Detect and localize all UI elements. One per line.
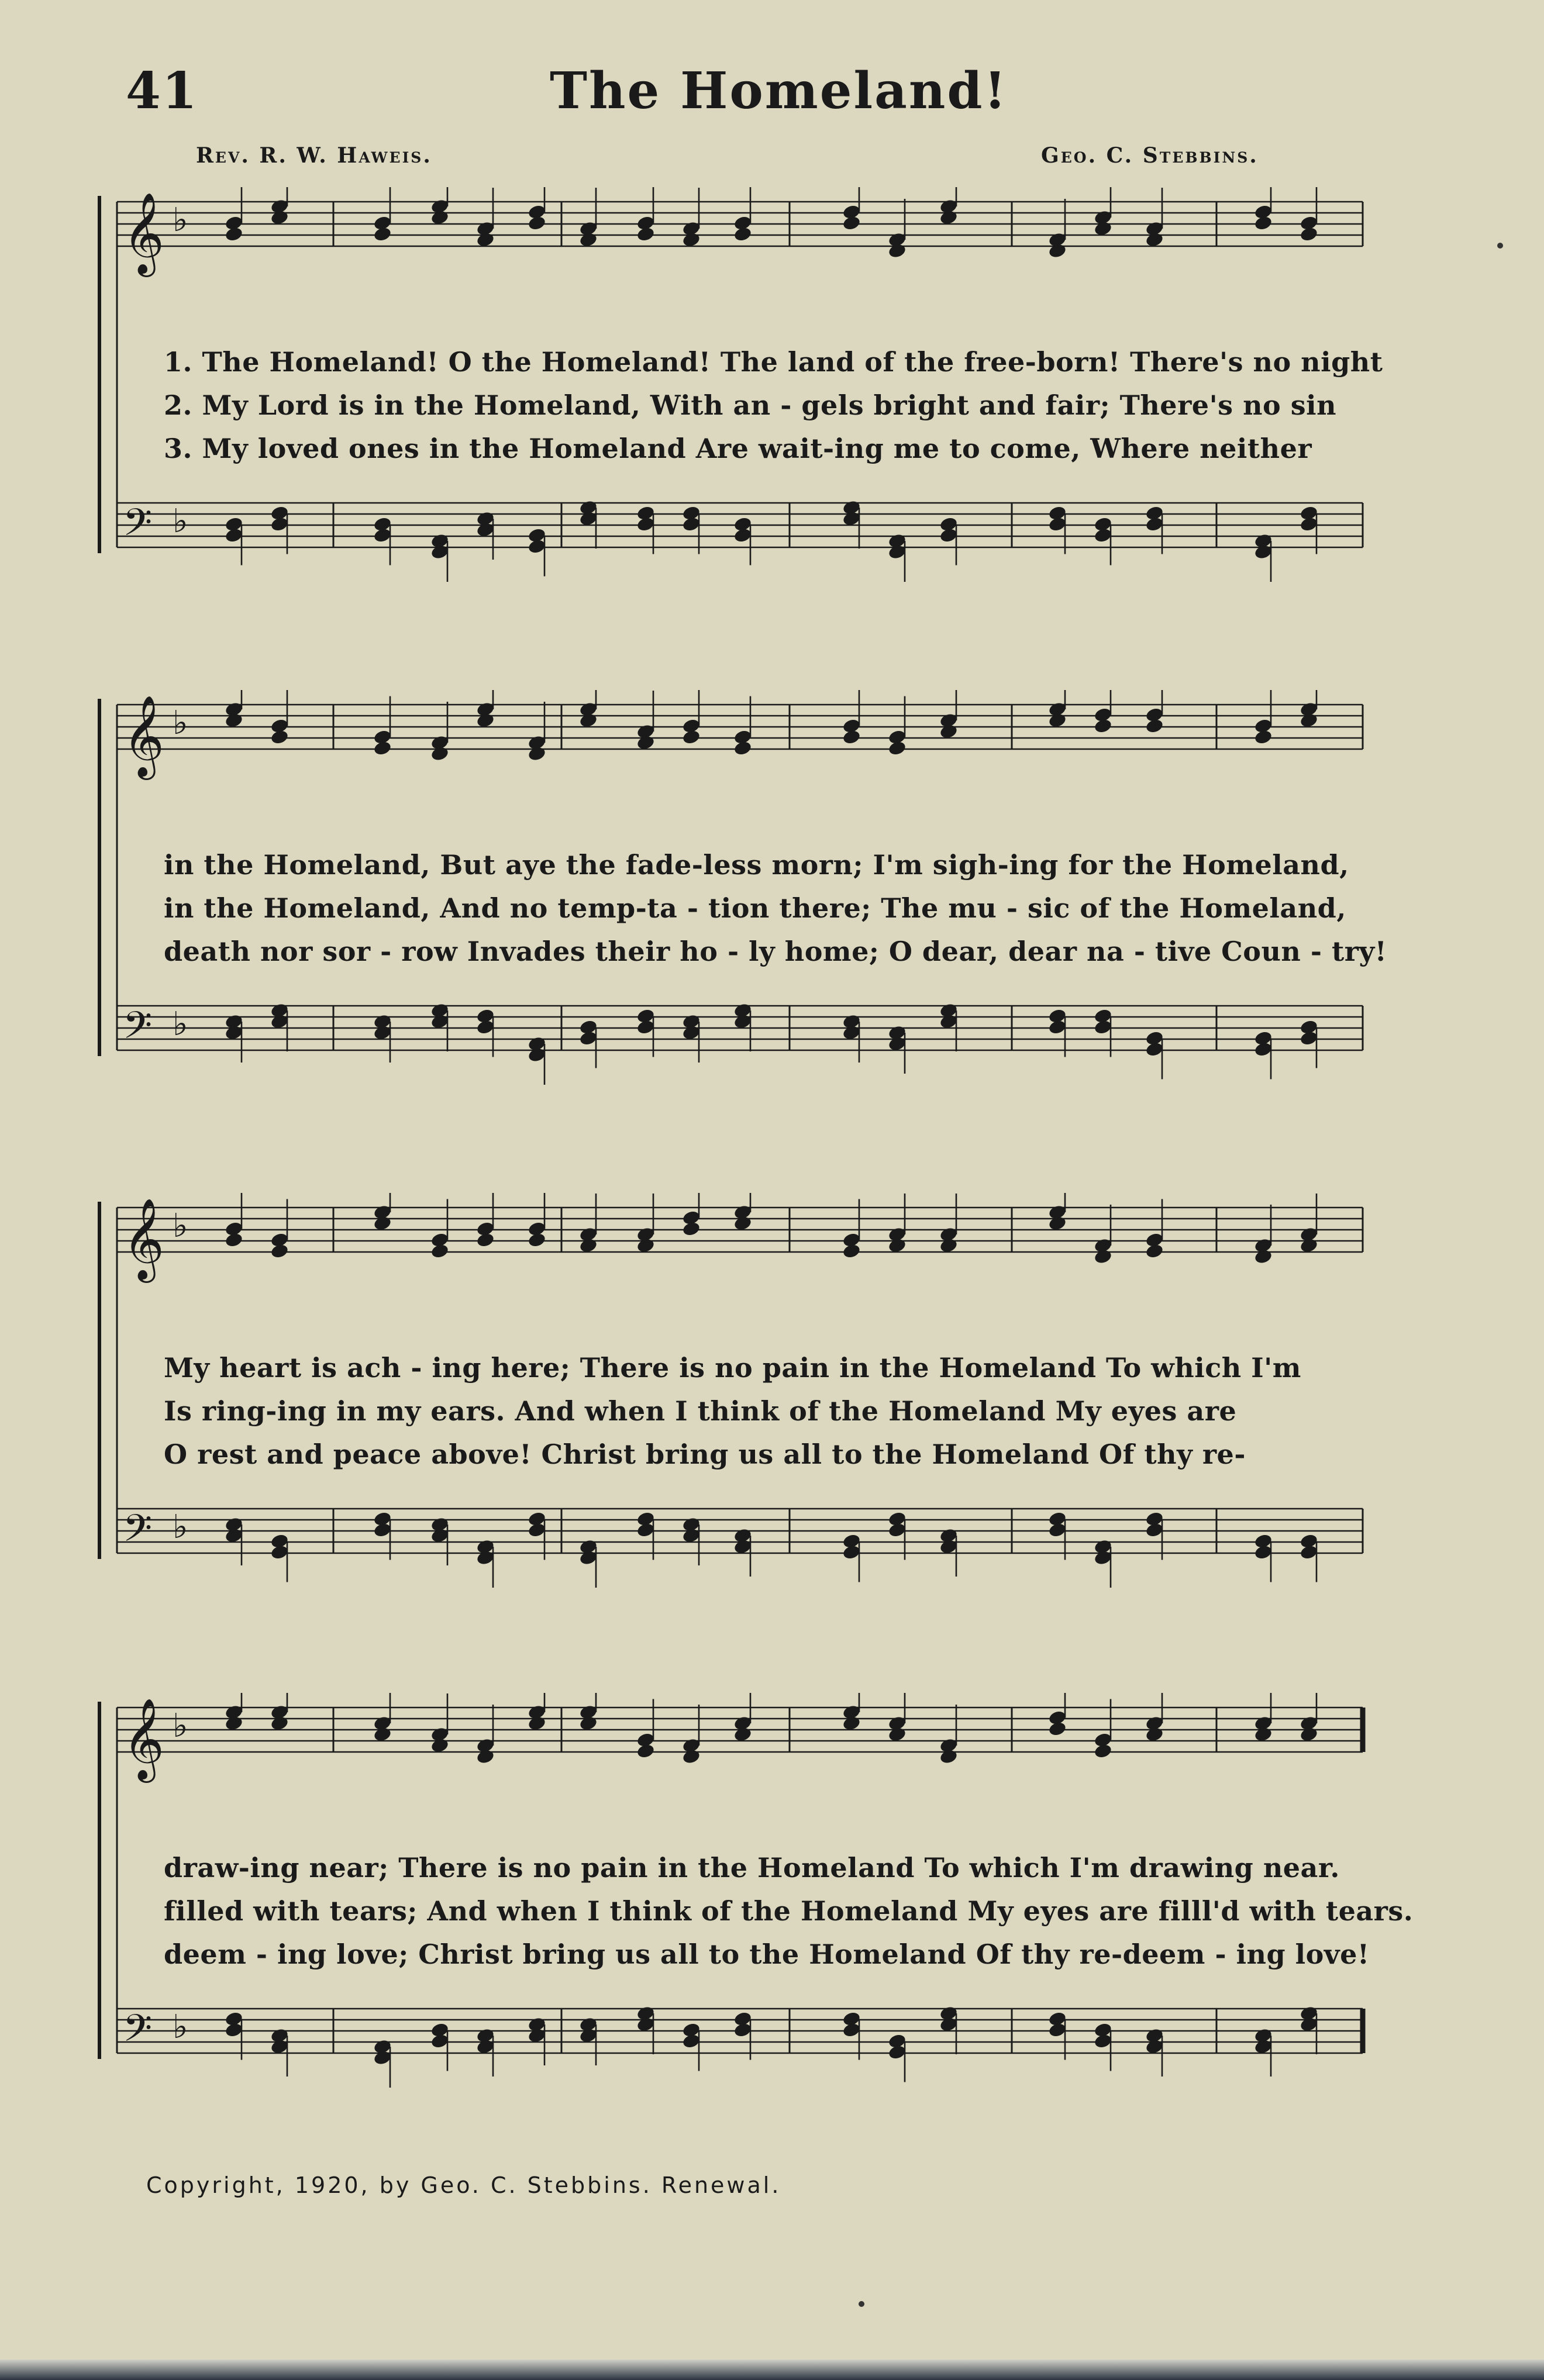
treble-note-head [527, 1232, 546, 1248]
author-credit: Rev. R. W. Haweis. [196, 143, 432, 168]
treble-note-head [475, 1232, 495, 1248]
treble-note-head [1093, 1248, 1112, 1265]
treble-note-head [681, 1748, 701, 1765]
bass-note-head [1253, 1544, 1273, 1560]
key-flat-icon: ♭ [173, 2008, 188, 2046]
treble-note-head [1047, 1720, 1067, 1737]
bass-note-head [1145, 1522, 1164, 1538]
treble-note-head [224, 1232, 243, 1248]
treble-note-head [636, 226, 655, 242]
bass-clef-icon: 𝄢 [123, 1507, 153, 1560]
treble-note-head [430, 1243, 449, 1259]
bass-note-head [1047, 516, 1067, 532]
bass-note-head [1047, 1522, 1067, 1538]
key-flat-icon: ♭ [173, 1707, 188, 1745]
bass-note-head [681, 2033, 701, 2049]
bass-note-head [1047, 1019, 1067, 1035]
key-flat-icon: ♭ [173, 502, 188, 540]
treble-note-head [636, 1743, 655, 1759]
bass-note-head [1093, 1019, 1112, 1035]
treble-note-head [842, 1243, 861, 1259]
bass-note-head [578, 1550, 598, 1566]
verse-1-line: 1. The Homeland! O the Homeland! The land of the free-born! There's no night [164, 346, 1383, 378]
treble-note-head [430, 746, 449, 762]
treble-note-head [1145, 718, 1164, 734]
verse-2-line: in the Homeland, And no temp-ta - tion there; The mu - sic of the Homeland, [164, 892, 1346, 924]
treble-note-head [733, 226, 752, 242]
bass-clef-icon: 𝄢 [123, 2007, 153, 2060]
verse-lyrics-block [164, 843, 1387, 973]
bass-note-head [1299, 1544, 1318, 1560]
bass-note-head [636, 1522, 655, 1538]
bass-note-head [373, 527, 392, 543]
music-system-1 [94, 187, 1383, 667]
bass-note-head [527, 1047, 546, 1063]
bass-note-head [636, 1019, 655, 1035]
verse-3-line: O rest and peace above! Christ bring us all to the Homeland Of thy re- [164, 1439, 1246, 1470]
music-system-2 [94, 690, 1387, 1170]
treble-note-head [887, 243, 907, 259]
hymn-number: 41 [126, 61, 198, 120]
treble-note-head [1093, 718, 1112, 734]
treble-note-head [270, 1243, 289, 1259]
treble-note-head [939, 1748, 958, 1765]
bass-note-head [430, 544, 449, 560]
bass-note-head [1145, 1041, 1164, 1057]
verse-2-line: 2. My Lord is in the Homeland, With an - gels bright and fair; There's no sin [164, 389, 1337, 421]
bass-note-head [733, 527, 752, 543]
bass-clef-icon: 𝄢 [123, 1004, 153, 1057]
key-flat-icon: ♭ [173, 201, 188, 239]
treble-note-head [1047, 243, 1067, 259]
treble-clef-icon: 𝄞 [123, 192, 164, 274]
composer-credit: Geo. C. Stebbins. [1041, 143, 1259, 168]
bass-note-head [842, 2022, 861, 2038]
bass-note-head [733, 2022, 752, 2038]
treble-note-head [373, 226, 392, 242]
treble-note-head [681, 1220, 701, 1237]
bass-note-head [1093, 1550, 1112, 1566]
treble-note-head [224, 226, 243, 242]
bass-note-head [887, 2044, 907, 2060]
treble-note-head [733, 740, 752, 756]
treble-note-head [842, 729, 861, 745]
verse-1-line: My heart is ach - ing here; There is no pain in the Homeland To which I'm [164, 1352, 1301, 1384]
bass-note-head [527, 538, 546, 554]
bass-clef-icon: 𝄢 [123, 501, 153, 554]
verse-lyrics-block [164, 1346, 1363, 1476]
treble-note-head [887, 740, 907, 756]
treble-note-head [1145, 1243, 1164, 1259]
key-flat-icon: ♭ [173, 1508, 188, 1546]
bass-note-head [373, 2050, 392, 2066]
bass-note-head [1093, 527, 1112, 543]
bass-note-head [578, 1030, 598, 1046]
verse-1-line: in the Homeland, But aye the fade-less morn; I'm sigh-ing for the Homeland, [164, 849, 1349, 881]
page-speck [1497, 243, 1503, 249]
bass-note-head [887, 544, 907, 560]
bass-note-head [475, 1550, 495, 1566]
treble-note-head [270, 729, 289, 745]
verse-3-line: 3. My loved ones in the Homeland Are wait-ing me to come, Where neither [164, 433, 1312, 464]
bass-note-head [1299, 1030, 1318, 1046]
bass-note-head [373, 1522, 392, 1538]
treble-note-head [1093, 1743, 1112, 1759]
treble-note-head [1253, 729, 1273, 745]
bass-note-head [1145, 516, 1164, 532]
bass-note-head [887, 1522, 907, 1538]
music-system-3 [94, 1193, 1369, 1672]
key-flat-icon: ♭ [173, 1005, 188, 1043]
verse-lyrics-block [164, 1846, 1414, 1976]
bass-note-head [939, 527, 958, 543]
bass-note-head [1299, 516, 1318, 532]
treble-note-head [681, 729, 701, 745]
verse-3-line: death nor sor - row Invades their ho - ly home; O dear, dear na - tive Coun - try! [164, 936, 1387, 967]
verse-3-line: deem - ing love; Christ bring us all to the Homeland Of thy re-deem - ing love! [164, 1939, 1370, 1970]
bass-note-head [842, 1544, 861, 1560]
treble-note-head [527, 746, 546, 762]
bass-note-head [270, 516, 289, 532]
treble-clef-icon: 𝄞 [123, 695, 164, 777]
verse-2-line: Is ring-ing in my ears. And when I think of the Homeland My eyes are [164, 1395, 1237, 1427]
bass-note-head [681, 516, 701, 532]
treble-note-head [842, 215, 861, 231]
treble-note-head [1253, 215, 1273, 231]
treble-note-head [475, 1748, 495, 1765]
verse-lyrics-block [164, 340, 1383, 470]
scan-edge [0, 2360, 1544, 2380]
bass-note-head [270, 1544, 289, 1560]
bass-note-head [1093, 2033, 1112, 2049]
treble-note-head [1299, 226, 1318, 242]
bass-note-head [475, 1019, 495, 1035]
key-flat-icon: ♭ [173, 1207, 188, 1245]
bass-note-head [224, 527, 243, 543]
bass-note-head [1253, 544, 1273, 560]
treble-note-head [373, 740, 392, 756]
key-flat-icon: ♭ [173, 704, 188, 742]
treble-clef-icon: 𝄞 [123, 1198, 164, 1279]
music-system-4 [94, 1693, 1414, 2172]
page-speck [859, 2301, 864, 2307]
bass-note-head [636, 516, 655, 532]
bass-note-head [1253, 1041, 1273, 1057]
verse-2-line: filled with tears; And when I think of the Homeland My eyes are filll'd with tears. [164, 1895, 1414, 1927]
treble-note-head [527, 215, 546, 231]
bass-note-head [224, 2022, 243, 2038]
bass-note-head [1047, 2022, 1067, 2038]
copyright-notice: Copyright, 1920, by Geo. C. Stebbins. Renewal. [146, 2172, 781, 2198]
treble-note-head [1253, 1248, 1273, 1265]
hymn-title: The Homeland! [550, 61, 1008, 120]
treble-clef-icon: 𝄞 [123, 1698, 164, 1779]
bass-note-head [430, 2033, 449, 2049]
verse-1-line: draw-ing near; There is no pain in the Homeland To which I'm drawing near. [164, 1852, 1340, 1884]
bass-note-head [527, 1522, 546, 1538]
